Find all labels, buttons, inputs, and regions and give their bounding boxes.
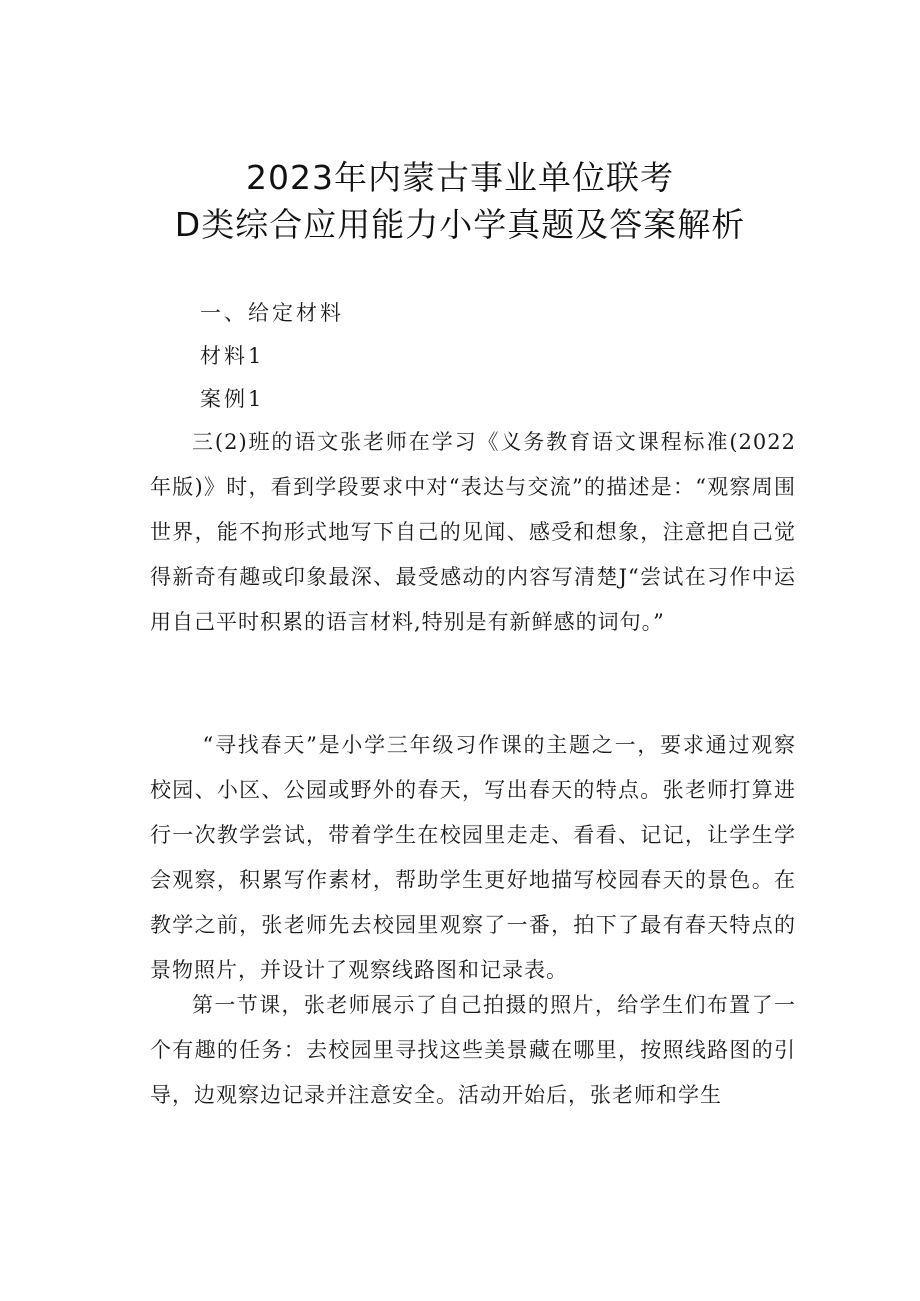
document-title-line-2: D类综合应用能力小学真题及答案解析: [174, 205, 746, 244]
material-label: 材料1: [200, 344, 265, 368]
section-heading: 一、给定材料: [200, 301, 344, 325]
document-title-line-1: 2023年内蒙古事业单位联考: [246, 158, 674, 197]
paragraph-3: 第一节课，张老师展示了自己拍摄的照片，给学生们布置了一个有趣的任务：去校园里寻找这些美景藏在哪里，按照线路图的引导，边观察边记录并注意安全。活动开始后，张老师和学生: [150, 993, 796, 1107]
paragraph-2: “寻找春天”是小学三年级习作课的主题之一，要求通过观察校园、小区、公园或野外的春天，写出春天的特点。张老师打算进行一次教学尝试，带着学生在校园里走走、看看、记记，让学生学会观察，积累写作素材，帮助学生更好地描写校园春天的景色。在教学之前，张老师先去校园里观察了一番，拍下了最有春天特点的景物照片，并设计了观察线路图和记录表。: [150, 733, 796, 982]
case-label: 案例1: [200, 387, 265, 411]
paragraph-1: 三(2)班的语文张老师在学习《义务教育语文课程标准(2022年版)》时，看到学段要求中对“表达与交流”的描述是：“观察周围世界，能不拘形式地写下自己的见闻、感受和想象，注意把自己觉得新奇有趣或印象最深、最受感动的内容写清楚J“尝试在习作中运用自己平时积累的语言材料,特别是有新鲜感的词句。”: [150, 430, 796, 634]
